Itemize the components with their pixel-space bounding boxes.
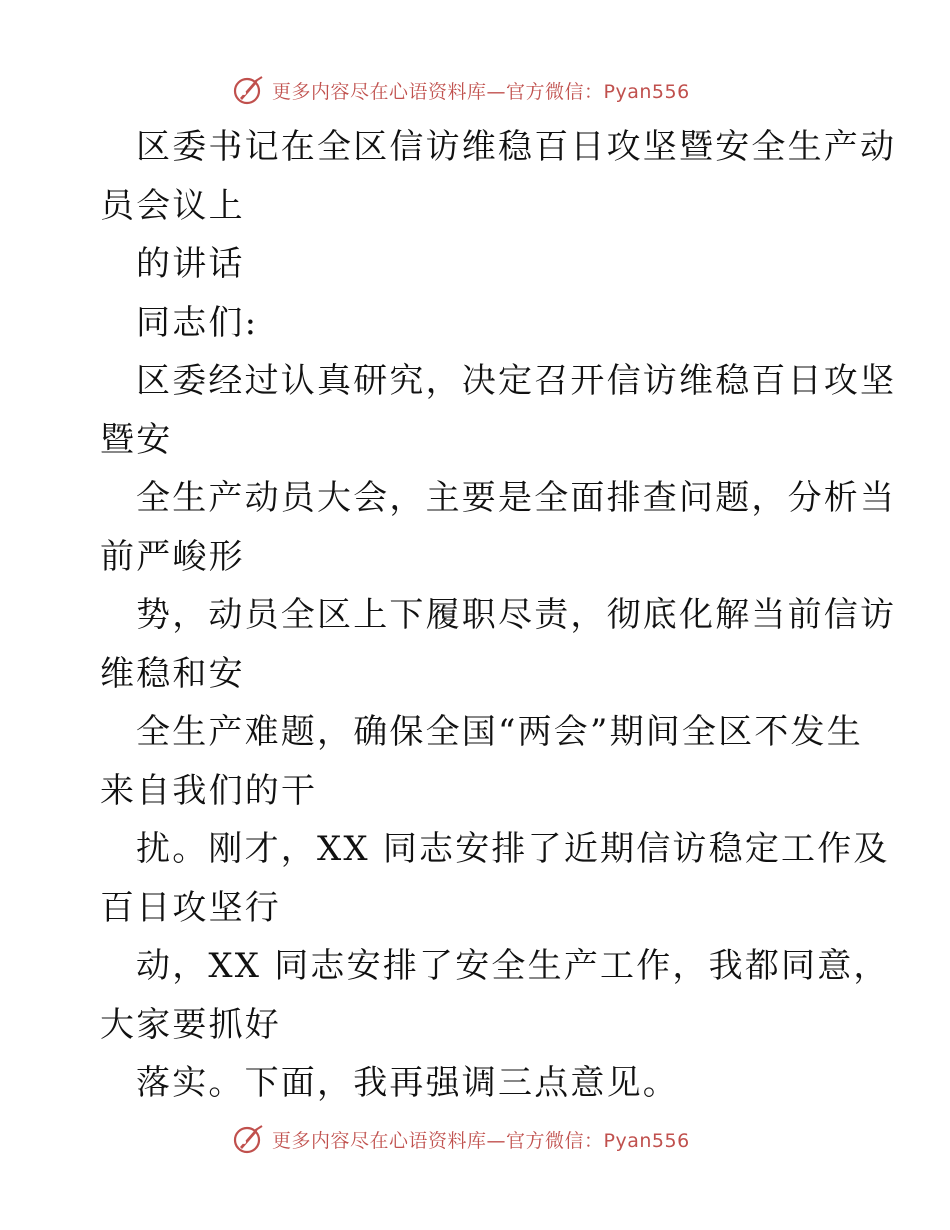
text-line: 百日攻坚行: [100, 887, 281, 928]
watermark-text: 更多内容尽在心语资料库—官方微信：Pyan556: [272, 80, 690, 103]
text-line: 同志们:: [136, 302, 259, 343]
text-line: 区委书记在全区信访维稳百日攻坚暨安全生产动: [136, 127, 897, 167]
document-body: [100, 118, 897, 1113]
text-line: 区委经过认真研究，决定召开信访维稳百日攻坚: [136, 361, 897, 401]
header-watermark: [232, 73, 690, 107]
text-line: 扰。刚才，XX 同志安排了近期信访稳定工作及: [136, 829, 890, 869]
watermark-text: 更多内容尽在心语资料库—官方微信：Pyan556: [272, 1129, 690, 1152]
text-line: 前严峻形: [100, 536, 245, 577]
text-line: 全生产难题，确保全国“两会”期间全区不发生: [136, 712, 863, 752]
text-line: 落实。下面，我再强调三点意见。: [136, 1063, 679, 1103]
text-line: 维稳和安: [100, 653, 245, 694]
text-line: 员会议上: [100, 185, 245, 226]
quill-pen-logo-icon: [232, 74, 264, 106]
text-line: 来自我们的干: [100, 770, 318, 811]
quill-pen-logo-icon: [232, 1123, 264, 1155]
text-line: 势，动员全区上下履职尽责，彻底化解当前信访: [136, 595, 897, 635]
text-line: 动，XX 同志安排了安全生产工作，我都同意，: [136, 946, 890, 986]
text-line: 暨安: [100, 419, 173, 460]
footer-watermark: [232, 1122, 690, 1156]
text-line: 全生产动员大会，主要是全面排查问题，分析当: [136, 478, 897, 518]
text-line: 的讲话: [136, 244, 245, 284]
text-line: 大家要抓好: [100, 1004, 281, 1045]
